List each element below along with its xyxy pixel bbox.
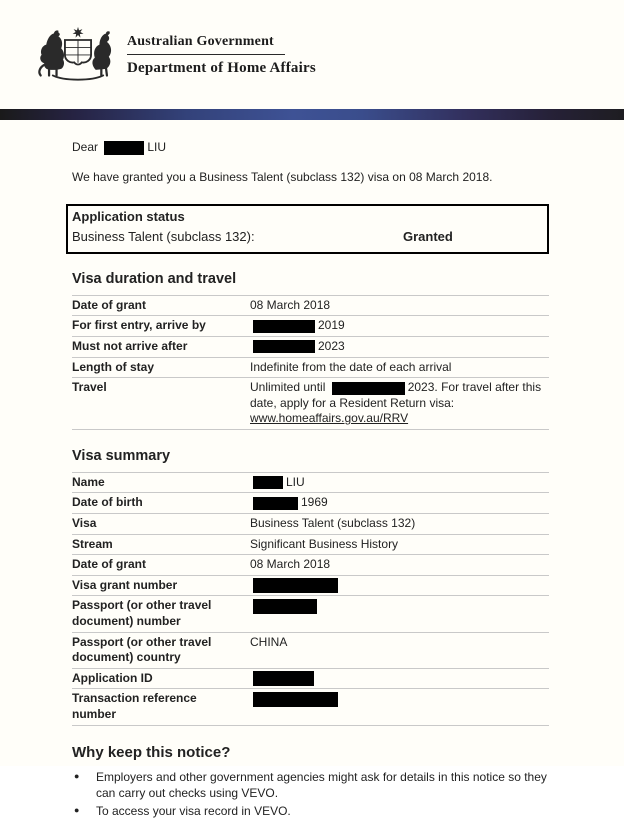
row-label: Application ID: [72, 670, 153, 685]
status-label: Business Talent (subclass 132):: [72, 229, 255, 245]
text-segment: LIU: [286, 474, 305, 489]
row-label: Date of grant: [72, 297, 147, 312]
letterhead-divider: [127, 54, 285, 55]
row-label: Date of birth: [72, 495, 143, 510]
text-segment: 1969: [301, 495, 328, 510]
status-row: [72, 229, 542, 246]
banner: [53, 75, 103, 79]
greeting-line: [72, 140, 549, 156]
row-label: For first entry, arrive by: [72, 318, 206, 333]
table-row: [72, 668, 549, 689]
row-label: Stream: [72, 536, 113, 551]
row-label: Visa: [72, 516, 97, 530]
visa-summary-heading: Visa summary: [72, 447, 171, 464]
table-row: [72, 492, 549, 513]
row-value: [250, 495, 549, 511]
row-value: [250, 360, 549, 376]
rrv-link[interactable]: www.homeaffairs.gov.au/RRV: [250, 411, 409, 426]
letterhead-titles: [127, 20, 316, 77]
table-row: [72, 315, 549, 336]
text-segment: 08 March 2018: [250, 557, 331, 572]
why-keep-heading: Why keep this notice?: [72, 743, 231, 761]
row-label: Name: [72, 474, 105, 489]
australian-coat-of-arms-icon: [36, 20, 120, 88]
row-value: [250, 635, 549, 666]
row-value: [250, 339, 549, 355]
table-row: [72, 575, 549, 596]
table-row: [72, 357, 549, 378]
visa-duration-heading: Visa duration and travel: [72, 270, 237, 287]
department-title: Department of Home Affairs: [127, 60, 316, 76]
status-box-title: Application status: [72, 209, 185, 225]
row-label: Passport (or other travel document) number: [72, 598, 212, 628]
table-row: [72, 472, 549, 493]
table-row: [72, 632, 549, 668]
row-value: [250, 318, 549, 334]
gradient-band: [0, 109, 624, 120]
row-value: [250, 578, 549, 594]
redacted-text: [332, 382, 405, 395]
redacted-text: [253, 497, 298, 510]
text-segment: Significant Business History: [250, 536, 399, 551]
redacted-text: [253, 599, 317, 614]
row-label: Passport (or other travel document) country: [72, 634, 212, 665]
text-segment: 2019: [318, 318, 345, 333]
table-row: [72, 534, 549, 555]
commonwealth-star: [73, 27, 84, 38]
row-value: [250, 557, 549, 573]
redacted-text: [253, 340, 315, 353]
row-label: Transaction reference number: [72, 691, 197, 721]
row-label: Visa grant number: [72, 577, 178, 592]
table-row: [72, 595, 549, 631]
row-label: Must not arrive after: [72, 339, 188, 353]
letter-body: [0, 120, 624, 820]
row-value: [250, 380, 549, 427]
row-value: [250, 516, 549, 532]
intro-line: We have granted you a Business Talent (subclass 132) visa on 08 March 2018.: [72, 169, 493, 184]
row-label: Travel: [72, 380, 107, 395]
notice-bullet: ● Employers and other government agencies might ask for details in this notice so they can carry out checks using VEVO.: [72, 770, 549, 801]
table-row: [72, 336, 549, 357]
row-label: Date of grant: [72, 557, 147, 572]
row-value: [250, 475, 549, 491]
visa-summary-table: [72, 472, 549, 726]
why-keep-list: [72, 770, 549, 820]
row-value: [250, 537, 549, 553]
application-status-box: [66, 204, 549, 254]
redacted-text: [253, 578, 338, 593]
text-segment: 2023. For travel after this date, apply for a Resident Return visa:: [250, 380, 542, 410]
table-row: [72, 513, 549, 534]
table-row: [72, 295, 549, 316]
row-value: [250, 298, 549, 314]
row-label: Length of stay: [72, 359, 155, 374]
row-value: [250, 598, 549, 629]
government-title: Australian Government: [127, 34, 274, 49]
status-value: Granted: [403, 229, 453, 245]
text-segment: LIU: [147, 140, 167, 154]
visa-duration-table: [72, 295, 549, 430]
letterhead: [0, 0, 624, 109]
redacted-text: [253, 476, 283, 489]
redacted-text: [253, 692, 338, 707]
emu: [92, 31, 111, 70]
text-segment: Business Talent (subclass 132): [250, 516, 416, 530]
row-value: [250, 691, 549, 722]
text-segment: Unlimited until: [250, 380, 329, 395]
table-row: [72, 554, 549, 575]
text-segment: 2023: [318, 339, 345, 353]
notice-bullet: ● To access your visa record in VEVO.: [72, 804, 549, 820]
text-segment: Indefinite from the date of each arrival: [250, 359, 452, 374]
redacted-text: [253, 320, 315, 333]
text-segment: CHINA: [250, 634, 288, 649]
redacted-text: [104, 141, 144, 155]
table-row: [72, 688, 549, 724]
row-value: [250, 671, 549, 687]
table-row: [72, 377, 549, 429]
redacted-text: [253, 671, 314, 686]
text-segment: Dear: [72, 140, 102, 154]
text-segment: 08 March 2018: [250, 297, 331, 312]
